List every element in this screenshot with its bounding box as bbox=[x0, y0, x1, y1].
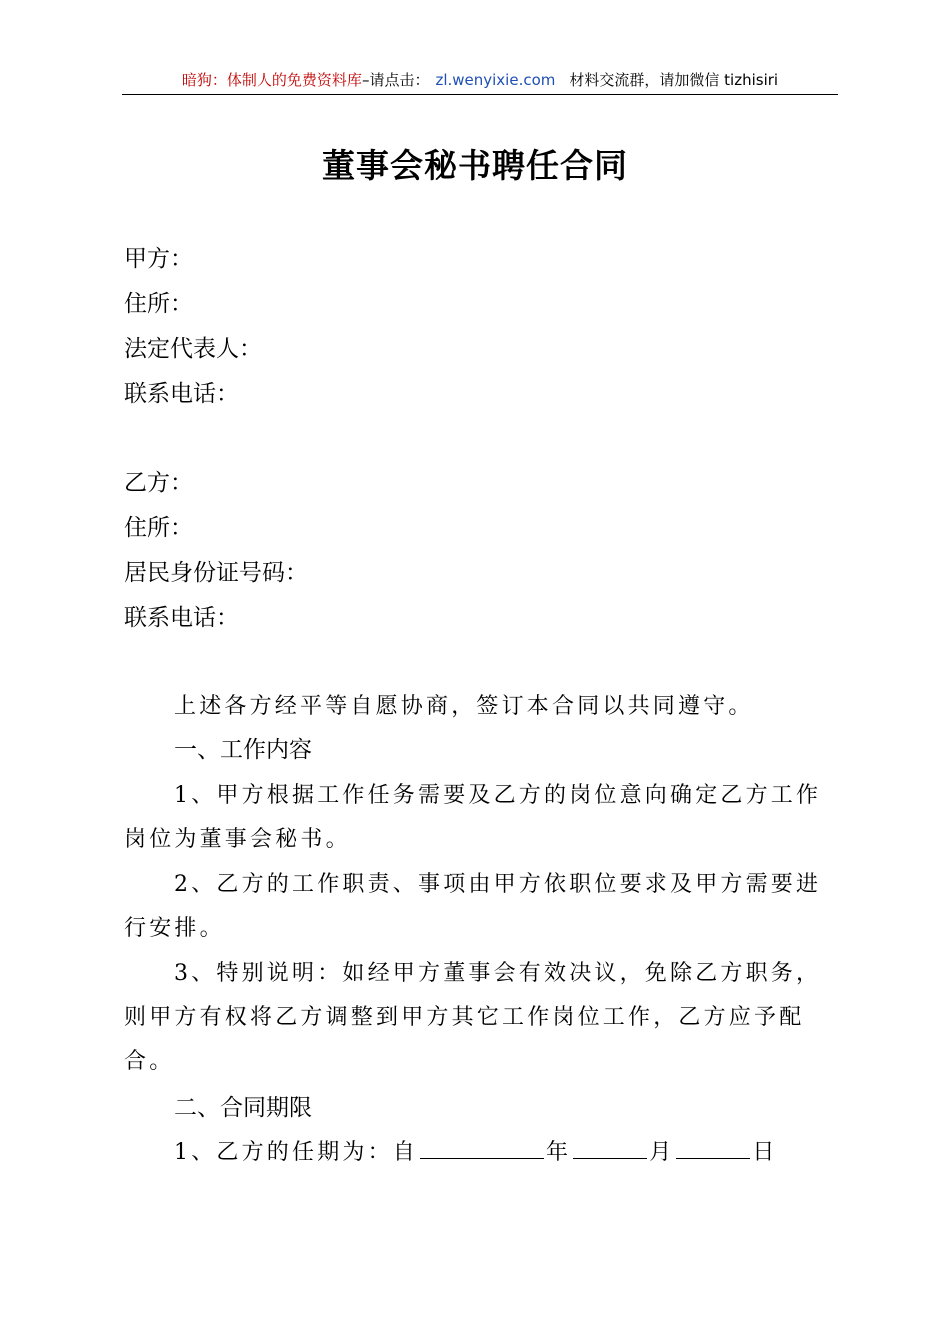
party-a-legal-rep-label: 法定代表人： bbox=[124, 336, 262, 362]
party-b-address-label: 住所： bbox=[124, 515, 193, 541]
party-a-label: 甲方： bbox=[124, 246, 193, 272]
day-label: 日 bbox=[752, 1140, 778, 1165]
clause-2-1 bbox=[124, 1131, 836, 1175]
click-prompt: –请点击： bbox=[361, 71, 430, 89]
party-b-label: 乙方： bbox=[124, 470, 193, 496]
clause-1-3: 3、特别说明：如经甲方董事会有效决议，免除乙方职务，则甲方有权将乙方调整到甲方其它工作岗位工作，乙方应予配合。 bbox=[124, 961, 822, 1074]
party-b-phone-label: 联系电话： bbox=[124, 605, 239, 631]
start-month-blank[interactable] bbox=[573, 1132, 647, 1159]
page-header bbox=[122, 68, 838, 95]
start-year-blank[interactable] bbox=[420, 1132, 544, 1159]
clause-1-2: 2、乙方的工作职责、事项由甲方依职位要求及甲方需要进行安排。 bbox=[124, 872, 822, 941]
term-prefix: 1、乙方的任期为：自 bbox=[174, 1140, 418, 1165]
party-a-address-label: 住所： bbox=[124, 291, 193, 317]
site-name: 暗狗：体制人的免费资料库 bbox=[181, 71, 362, 89]
section-2-heading: 二、合同期限 bbox=[174, 1095, 312, 1121]
intro-paragraph: 上述各方经平等自愿协商，签订本合同以共同遵守。 bbox=[174, 694, 754, 719]
site-link[interactable]: zl.wenyixie.com bbox=[435, 71, 556, 89]
year-label: 年 bbox=[546, 1140, 572, 1165]
group-note: 材料交流群，请加微信 tizhisiri bbox=[569, 71, 779, 89]
document-title: 董事会秘书聘任合同 bbox=[322, 146, 628, 185]
party-b-id-label: 居民身份证号码： bbox=[124, 560, 308, 586]
section-1-heading: 一、工作内容 bbox=[174, 737, 312, 763]
month-label: 月 bbox=[649, 1140, 675, 1165]
start-day-blank[interactable] bbox=[676, 1132, 750, 1159]
clause-1-1: 1、甲方根据工作任务需要及乙方的岗位意向确定乙方工作岗位为董事会秘书。 bbox=[124, 783, 822, 852]
party-a-phone-label: 联系电话： bbox=[124, 381, 239, 407]
